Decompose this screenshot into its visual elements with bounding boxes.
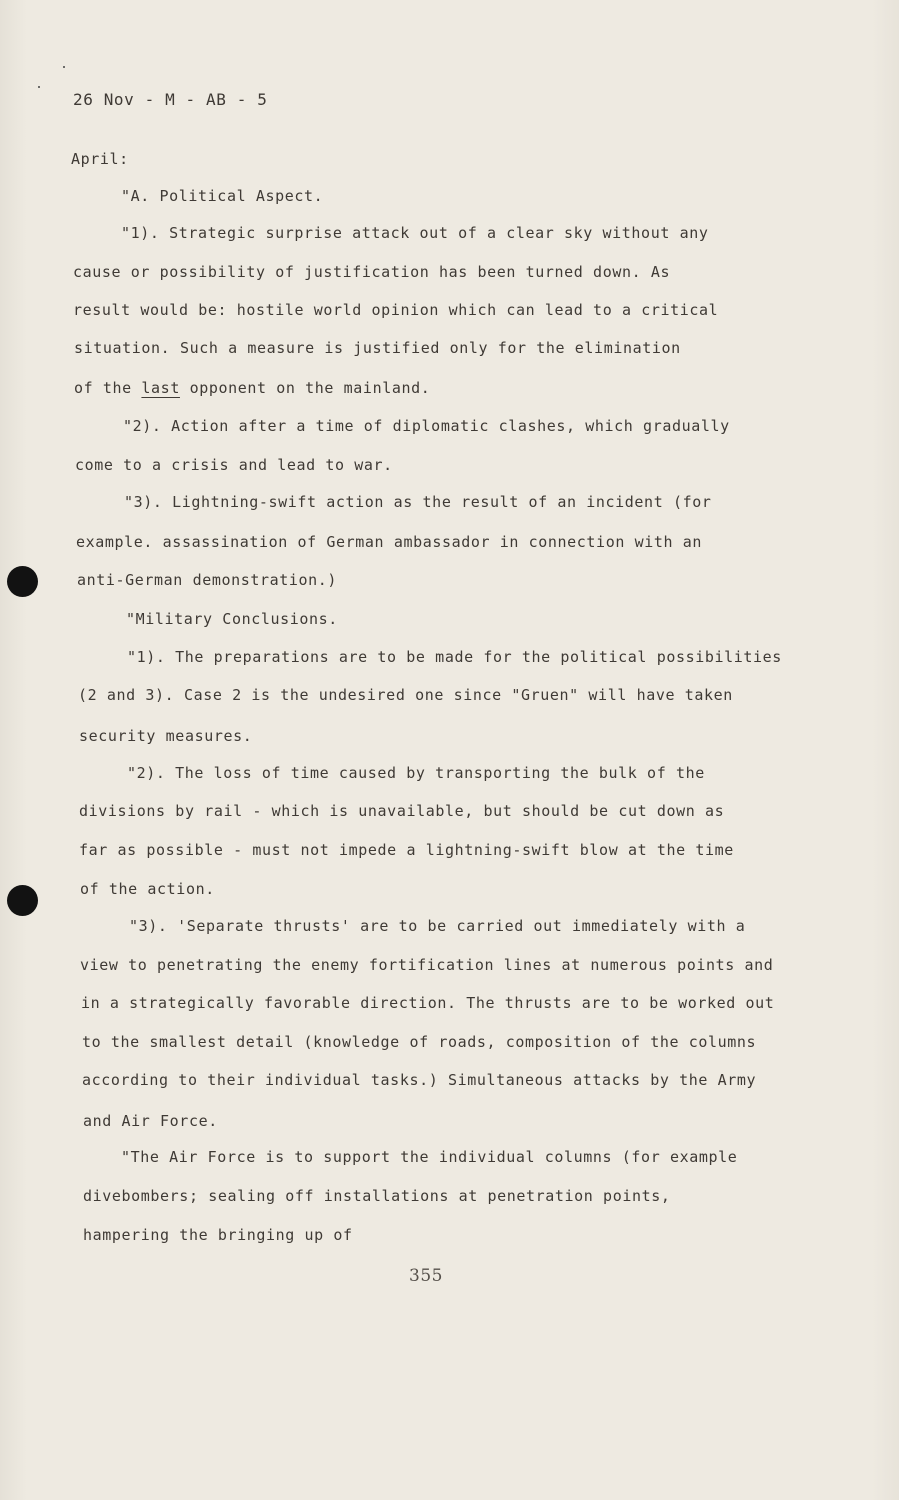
text-line: of the last opponent on the mainland.	[74, 379, 431, 397]
text-line: according to their individual tasks.) Simultaneous attacks by the Army	[82, 1071, 757, 1089]
text-line: "2). Action after a time of diplomatic clashes, which gradually	[123, 417, 730, 435]
text-line: divisions by rail - which is unavailable, but should be cut down as	[79, 802, 725, 820]
text-line: "1). Strategic surprise attack out of a clear sky without any	[121, 224, 709, 242]
text-line: come to a crisis and lead to war.	[75, 456, 393, 474]
text-line: of the action.	[80, 880, 215, 898]
text-line: security measures.	[79, 727, 253, 745]
text-line: situation. Such a measure is justified only for the elimination	[74, 339, 681, 357]
text-line: view to penetrating the enemy fortification lines at numerous points and	[80, 956, 774, 974]
page-number: 355	[409, 1266, 443, 1286]
text-line: example. assassination of German ambassador in connection with an	[76, 533, 702, 551]
text-line: result would be: hostile world opinion which can lead to a critical	[73, 301, 719, 319]
text-line: "2). The loss of time caused by transporting the bulk of the	[127, 764, 705, 782]
underlined-word: last	[141, 379, 180, 397]
text-line: anti-German demonstration.)	[77, 571, 338, 589]
text-line: in a strategically favorable direction. The thrusts are to be worked out	[81, 994, 775, 1012]
text-line: "A. Political Aspect.	[121, 187, 324, 205]
text-line: and Air Force.	[83, 1112, 218, 1130]
punch-hole	[7, 566, 38, 597]
document-header: 26 Nov - M - AB - 5	[73, 90, 268, 109]
text-line: (2 and 3). Case 2 is the undesired one since "Gruen" will have taken	[78, 686, 733, 704]
text-line: "3). Lightning-swift action as the result of an incident (for	[124, 493, 712, 511]
text-line: hampering the bringing up of	[83, 1226, 353, 1244]
punch-hole	[7, 885, 38, 916]
text-line: to the smallest detail (knowledge of roads, composition of the columns	[82, 1033, 757, 1051]
text-line: "3). 'Separate thrusts' are to be carried out immediately with a	[129, 917, 746, 935]
month-heading: April:	[71, 150, 129, 168]
ink-speck	[38, 86, 40, 88]
ink-speck	[63, 66, 65, 68]
text-line: "1). The preparations are to be made for the political possibilities	[127, 648, 782, 666]
text-line: divebombers; sealing off installations at penetration points,	[83, 1187, 671, 1205]
text-line: far as possible - must not impede a lightning-swift blow at the time	[79, 841, 734, 859]
text-line: cause or possibility of justification has been turned down. As	[73, 263, 671, 281]
text-line: "Military Conclusions.	[126, 610, 338, 628]
text-line: "The Air Force is to support the individual columns (for example	[121, 1148, 738, 1166]
